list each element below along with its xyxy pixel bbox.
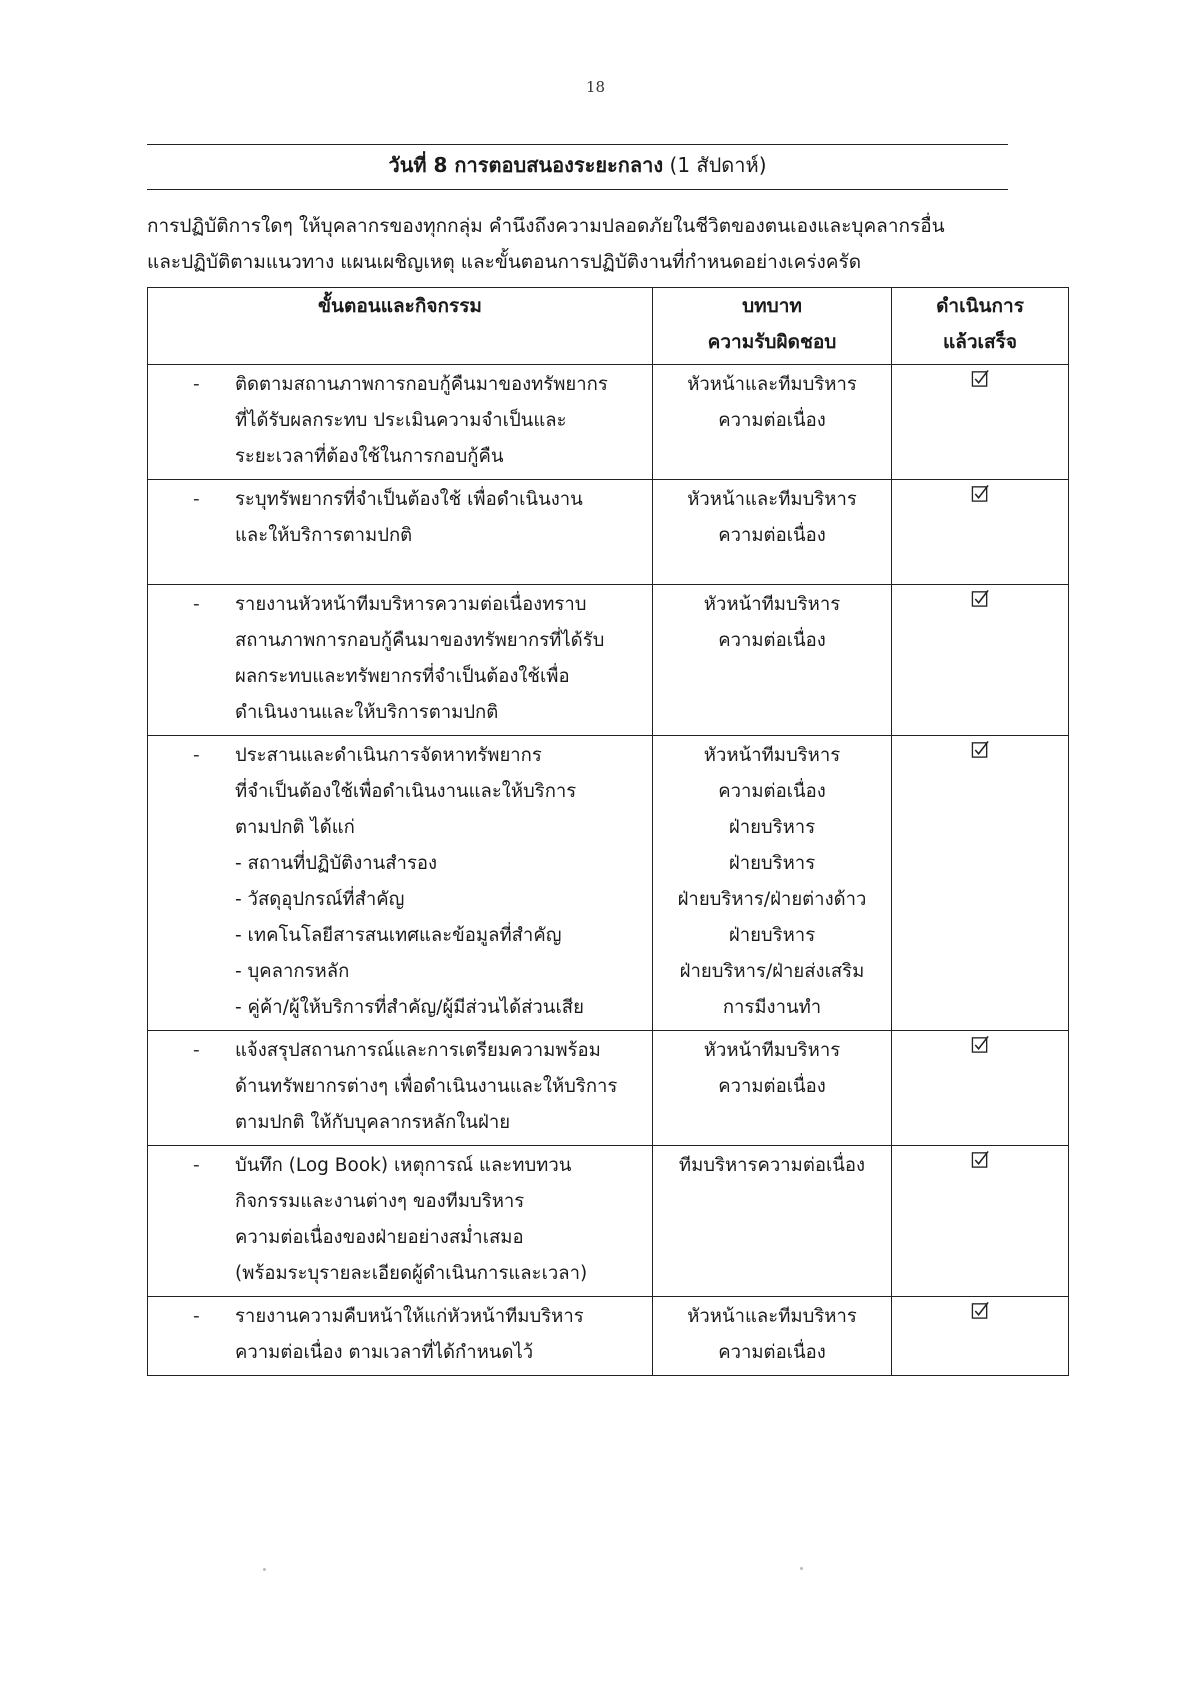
table-row [148, 585, 1069, 736]
title-bottom-rule [147, 189, 1008, 190]
step-line: สถานภาพการกอบกู้คืนมาของทรัพยากรที่ได้รับ [235, 630, 605, 651]
step-bullet-dash: - [193, 374, 200, 395]
role-line: ฝ่ายบริหาร [728, 853, 816, 874]
step-bullet-dash: - [193, 1306, 200, 1327]
done-cell [892, 480, 1069, 585]
header-role [653, 288, 892, 365]
role-cell [653, 480, 892, 585]
step-text [235, 482, 644, 554]
step-line: ความต่อเนื่อง ตามเวลาที่ได้กำหนดไว้ [235, 1342, 534, 1363]
role-line: หัวหน้าทีมบริหาร [703, 594, 841, 615]
scan-speck [263, 1568, 266, 1571]
step-text [235, 587, 644, 731]
step-text [235, 738, 644, 1026]
step-line: ที่จำเป็นต้องใช้เพื่อดำเนินงานและให้บริการ [235, 781, 577, 802]
done-mark [892, 1031, 1068, 1059]
role-cell [653, 1146, 892, 1297]
step-line: แจ้งสรุปสถานการณ์และการเตรียมความพร้อม [235, 1040, 601, 1061]
resource-sub-item: - เทคโนโลยีสารสนเทศและข้อมูลที่สำคัญ [235, 925, 562, 946]
step-line: รายงานความคืบหน้าให้แก่หัวหน้าทีมบริหาร [235, 1306, 584, 1327]
step-line: ประสานและดำเนินการจัดหาทรัพยากร [235, 745, 542, 766]
role-cell [653, 1297, 892, 1376]
step-line: ตามปกติ ได้แก่ [235, 817, 355, 838]
table-header-row [148, 288, 1069, 365]
intro-line: และปฏิบัติตามแนวทาง แผนเผชิญเหตุ และขั้นตอนการปฏิบัติงานที่กำหนดอย่างเคร่งครัด [147, 251, 862, 273]
resource-sub-item: - คู่ค้า/ผู้ให้บริการที่สำคัญ/ผู้มีส่วนได้ส่วนเสีย [235, 997, 584, 1018]
role-text [653, 585, 891, 659]
checked-box-icon [971, 369, 990, 388]
done-cell [892, 1146, 1069, 1297]
role-line: ฝ่ายบริหาร/ฝ่ายต่างด้าว [677, 889, 867, 910]
checked-box-icon [971, 484, 990, 503]
step-text [235, 1148, 644, 1292]
resource-sub-item: - สถานที่ปฏิบัติงานสำรอง [235, 853, 438, 874]
step-bullet-dash: - [193, 745, 200, 766]
done-cell [892, 585, 1069, 736]
step-cell [148, 1146, 653, 1297]
checked-box-icon [971, 1035, 990, 1054]
done-mark [892, 1146, 1068, 1174]
role-line: ความต่อเนื่อง [718, 1342, 826, 1363]
step-cell [148, 1031, 653, 1146]
role-line: หัวหน้าและทีมบริหาร [687, 1306, 857, 1327]
step-content [148, 365, 652, 479]
step-line: ระยะเวลาที่ต้องใช้ในการกอบกู้คืน [235, 446, 504, 467]
role-line: การมีงานทำ [722, 997, 822, 1018]
role-line: หัวหน้าทีมบริหาร [703, 1040, 841, 1061]
step-cell [148, 736, 653, 1031]
role-line: ฝ่ายบริหาร/ฝ่ายส่งเสริม [679, 961, 865, 982]
role-text [653, 480, 891, 554]
step-bullet-dash: - [193, 594, 200, 615]
step-cell [148, 365, 653, 480]
page-number: 18 [585, 78, 606, 96]
checked-box-icon [971, 589, 990, 608]
title-top-rule [147, 144, 1008, 145]
table-row [148, 480, 1069, 585]
step-content [148, 736, 652, 1030]
table-row [148, 1297, 1069, 1376]
step-line: ด้านทรัพยากรต่างๆ เพื่อดำเนินงานและให้บริการ [235, 1076, 618, 1097]
step-bullet-dash: - [193, 1155, 200, 1176]
role-text [653, 1297, 891, 1371]
resource-sub-item: - วัสดุอุปกรณ์ที่สำคัญ [235, 889, 405, 910]
step-line: ตามปกติ ให้กับบุคลากรหลักในฝ่าย [235, 1112, 511, 1133]
done-mark [892, 1297, 1068, 1325]
intro-paragraph [147, 208, 1027, 280]
header-done-line: ดำเนินการ [936, 295, 1024, 317]
step-bullet-dash: - [193, 489, 200, 510]
step-line: (พร้อมระบุรายละเอียดผู้ดำเนินการและเวลา) [235, 1263, 588, 1284]
section-title [147, 150, 1008, 180]
role-cell [653, 365, 892, 480]
step-line: รายงานหัวหน้าทีมบริหารความต่อเนื่องทราบ [235, 594, 587, 615]
header-steps: ขั้นตอนและกิจกรรม [148, 288, 653, 365]
activities-table [147, 287, 1069, 1376]
done-cell [892, 1297, 1069, 1376]
resource-sub-item: - บุคลากรหลัก [235, 961, 350, 982]
role-text [653, 736, 891, 1026]
header-done [892, 288, 1069, 365]
done-mark [892, 480, 1068, 508]
step-line: ผลกระทบและทรัพยากรที่จำเป็นต้องใช้เพื่อ [235, 666, 570, 687]
role-line: หัวหน้าทีมบริหาร [703, 745, 841, 766]
step-bullet-dash: - [193, 1040, 200, 1061]
role-line: ความต่อเนื่อง [718, 781, 826, 802]
role-text [653, 1031, 891, 1105]
step-cell [148, 1297, 653, 1376]
checked-box-icon [971, 1301, 990, 1320]
done-mark [892, 736, 1068, 764]
role-line: ความต่อเนื่อง [718, 525, 826, 546]
role-cell [653, 736, 892, 1031]
intro-line: การปฏิบัติการใดๆ ให้บุคลากรของทุกกลุ่ม คำนึงถึงความปลอดภัยในชีวิตของตนเองและบุคลากรอื่น [147, 215, 945, 237]
role-line: ความต่อเนื่อง [718, 630, 826, 651]
table-row [148, 1146, 1069, 1297]
table-row [148, 365, 1069, 480]
step-line: ติดตามสถานภาพการกอบกู้คืนมาของทรัพยากร [235, 374, 608, 395]
role-cell [653, 1031, 892, 1146]
table-row [148, 1031, 1069, 1146]
role-line: หัวหน้าและทีมบริหาร [687, 374, 857, 395]
header-role-line: บทบาท [742, 295, 802, 317]
role-line: ทีมบริหารความต่อเนื่อง [678, 1155, 866, 1176]
header-role-line: ความรับผิดชอบ [707, 331, 837, 353]
step-line: ดำเนินงานและให้บริการตามปกติ [235, 702, 499, 723]
role-line: หัวหน้าและทีมบริหาร [687, 489, 857, 510]
role-text [653, 1146, 891, 1184]
done-cell [892, 365, 1069, 480]
done-mark [892, 585, 1068, 613]
scan-speck [800, 1567, 803, 1570]
role-cell [653, 585, 892, 736]
step-line: ระบุทรัพยากรที่จำเป็นต้องใช้ เพื่อดำเนินงาน [235, 489, 583, 510]
step-line: และให้บริการตามปกติ [235, 525, 413, 546]
step-line: บันทึก (Log Book) เหตุการณ์ และทบทวน [235, 1155, 572, 1176]
role-line: ฝ่ายบริหาร [728, 925, 816, 946]
step-content [148, 1146, 652, 1296]
section-title-duration: (1 สัปดาห์) [663, 153, 767, 177]
step-text [235, 367, 644, 475]
done-cell [892, 736, 1069, 1031]
role-line: ความต่อเนื่อง [718, 410, 826, 431]
step-cell [148, 585, 653, 736]
role-line: ฝ่ายบริหาร [728, 817, 816, 838]
checked-box-icon [971, 1150, 990, 1169]
section-title-bold: วันที่ 8 การตอบสนองระยะกลาง [388, 153, 664, 177]
header-done-line: แล้วเสร็จ [943, 331, 1017, 353]
step-line: กิจกรรมและงานต่างๆ ของทีมบริหาร [235, 1191, 525, 1212]
step-content [148, 1297, 652, 1375]
step-content [148, 1031, 652, 1145]
table-row [148, 736, 1069, 1031]
step-line: ความต่อเนื่องของฝ่ายอย่างสม่ำเสมอ [235, 1227, 524, 1248]
done-mark [892, 365, 1068, 393]
step-cell [148, 480, 653, 585]
step-text [235, 1033, 644, 1141]
done-cell [892, 1031, 1069, 1146]
checked-box-icon [971, 740, 990, 759]
role-text [653, 365, 891, 439]
step-content [148, 480, 652, 558]
step-content [148, 585, 652, 735]
role-line: ความต่อเนื่อง [718, 1076, 826, 1097]
step-line: ที่ได้รับผลกระทบ ประเมินความจำเป็นและ [235, 410, 567, 431]
step-text [235, 1299, 644, 1371]
